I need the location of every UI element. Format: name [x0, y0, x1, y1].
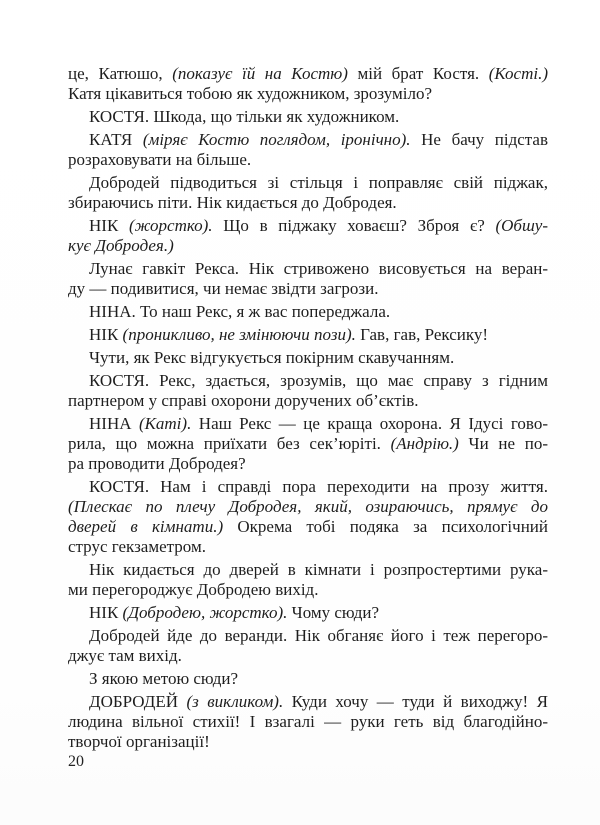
text-line: [68, 537, 548, 557]
stage-direction-run: (Кості.): [488, 64, 548, 83]
text-run: мій брат Костя.: [347, 64, 489, 83]
text-run: Чому сюди?: [287, 603, 380, 622]
text-line: [68, 560, 548, 580]
text-line: [68, 603, 548, 623]
text-line: [68, 434, 548, 454]
text-line: [68, 193, 548, 213]
text-run: КАТЯ: [89, 130, 143, 149]
stage-direction-run: кує Добродея.): [68, 236, 174, 255]
stage-direction-run: (проникливо, не змінюючи пози).: [122, 325, 356, 344]
text-line: [68, 497, 548, 517]
stage-direction-run: (з викликом).: [186, 692, 284, 711]
stage-direction-run: (показує їй на Костю): [172, 64, 348, 83]
text-run: Чути, як Рекс відгукується покірним скавучанням.: [89, 348, 455, 367]
text-run: ра проводити Добродея?: [68, 454, 246, 473]
text-run: НІК: [89, 603, 123, 622]
text-run: Катя цікавиться тобою як художником, зрозуміло?: [68, 84, 433, 103]
text-line: [68, 130, 548, 150]
text-run: Гав, гав, Рексику!: [355, 325, 489, 344]
stage-direction-run: (жорстко).: [128, 216, 213, 235]
text-run: Нік кидається до дверей в кімнати і розпростертими рука-: [89, 560, 548, 579]
text-run: Лунає гавкіт Рекса. Нік стривожено висовується на веран-: [89, 259, 548, 278]
page-text: [68, 64, 548, 752]
stage-direction-run: (Андрію.): [390, 434, 459, 453]
text-line: [68, 64, 548, 84]
text-line: [68, 454, 548, 474]
text-line: [68, 517, 548, 537]
text-run: струс гекзаметром.: [68, 537, 206, 556]
text-line: [68, 216, 548, 236]
text-line: [68, 580, 548, 600]
text-line: [68, 391, 548, 411]
text-run: ДОБРОДЕЙ: [89, 692, 187, 711]
text-line: [68, 279, 548, 299]
text-line: [68, 414, 548, 434]
text-run: КОСТЯ. Нам і справді пора переходити на прозу життя.: [89, 477, 548, 496]
text-run: ми перегороджує Добродею вихід.: [68, 580, 319, 599]
text-line: [68, 669, 548, 689]
text-run: НІНА: [89, 414, 139, 433]
stage-direction-run: (Добродею, жорстко).: [122, 603, 288, 622]
text-line: [68, 107, 548, 127]
text-line: [68, 477, 548, 497]
text-line: [68, 259, 548, 279]
text-line: [68, 348, 548, 368]
text-line: [68, 646, 548, 666]
text-run: Куди хочу — туди й виходжу! Я: [283, 692, 548, 711]
text-run: Не бачу підстав: [410, 130, 548, 149]
text-run: партнером у справі охорони доручених об’єктів.: [68, 391, 419, 410]
stage-direction-run: (міряє Костю поглядом, іронічно).: [142, 130, 411, 149]
stage-direction-run: дверей в кімнати.): [68, 517, 224, 536]
text-line: [68, 712, 548, 732]
text-line: [68, 236, 548, 256]
text-line: [68, 84, 548, 104]
text-line: [68, 732, 548, 752]
text-run: розраховувати на більше.: [68, 150, 252, 169]
text-run: Окрема тобі подяка за психологічний: [223, 517, 548, 536]
text-run: творчої організації!: [68, 732, 210, 751]
text-run: НІК: [89, 216, 129, 235]
text-run: рила, що можна приїхати без сек’юріті.: [68, 434, 391, 453]
text-run: збираючись піти. Нік кидається до Добродея.: [68, 193, 397, 212]
page-number: 20: [68, 753, 84, 770]
text-line: [68, 150, 548, 170]
text-run: це, Катюшо,: [68, 64, 173, 83]
stage-direction-run: (Каті).: [138, 414, 192, 433]
stage-direction-run: (Обшу-: [495, 216, 548, 235]
text-run: ду — подивитися, чи немає звідти загрози.: [68, 279, 379, 298]
text-run: Добродей підводиться зі стільця і поправляє свій піджак,: [89, 173, 548, 192]
text-line: [68, 371, 548, 391]
text-run: Добродей йде до веранди. Нік обганяє його і теж перегоро-: [89, 626, 548, 645]
text-run: КОСТЯ. Шкода, що тільки як художником.: [89, 107, 400, 126]
stage-direction-run: (Плескає по плечу Добродея, який, озираючись, прямує до: [68, 497, 548, 516]
text-line: [68, 626, 548, 646]
text-run: НІНА. То наш Рекс, я ж вас попереджала.: [89, 302, 391, 321]
text-line: [68, 692, 548, 712]
text-line: [68, 173, 548, 193]
text-run: Чи не по-: [458, 434, 548, 453]
text-run: НІК: [89, 325, 123, 344]
text-line: [68, 325, 548, 345]
text-run: джує там вихід.: [68, 646, 182, 665]
text-run: КОСТЯ. Рекс, здається, зрозумів, що має справу з гідним: [89, 371, 548, 390]
text-run: Наш Рекс — це краща охорона. Я Ідусі гово-: [191, 414, 548, 433]
text-run: людина вільної стихії! І взагалі — руки геть від благодійно-: [68, 712, 548, 731]
text-line: [68, 302, 548, 322]
text-run: З якою метою сюди?: [89, 669, 239, 688]
text-run: Що в піджаку ховаєш? Зброя є?: [212, 216, 496, 235]
